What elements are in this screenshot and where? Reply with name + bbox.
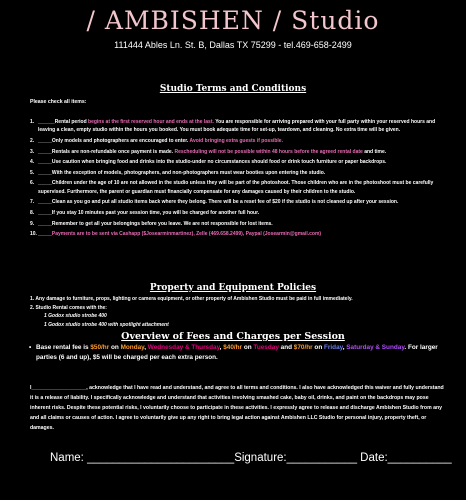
- check-all-instruction: Please check all items:: [30, 99, 87, 105]
- term-checkbox-blank[interactable]: _____: [38, 199, 52, 206]
- fee-text: $50/hr: [90, 344, 110, 351]
- term-item-6: [30, 179, 446, 196]
- term-number: 2.: [30, 138, 35, 144]
- term-item-9: [30, 220, 446, 228]
- term-checkbox-blank[interactable]: _____: [38, 159, 52, 166]
- term-text: Remember to get all your belongings before you leave. We are not responsible for lost items.: [51, 220, 273, 227]
- term-checkbox-blank[interactable]: _____: [38, 231, 52, 238]
- term-checkbox-blank[interactable]: _____: [38, 138, 52, 144]
- term-item-4: [30, 158, 446, 166]
- term-text: You are responsible for arriving prepared with your full party within your reserved hours and leaving a clean, empty studio within the hours you booked. You must book adequate time for set-up, teardown, and cleaning. No extra time will be given.: [38, 119, 436, 134]
- fee-text: $40/hr: [223, 344, 243, 351]
- fee-text: Tuesday: [253, 344, 279, 351]
- fees-title: Overview of Fees and Charges per Session: [121, 331, 345, 342]
- term-text: Clean as you go and put all studio items back where they belong. There will be a reset fee of $20 if the studio is not cleaned up after your session.: [51, 199, 399, 206]
- signature-line: [50, 452, 466, 464]
- fee-text: . For larger parties (6 and up), $5 will be charged per each extra person.: [36, 344, 438, 361]
- term-checkbox-blank[interactable]: _____: [38, 180, 52, 187]
- term-item-7: [30, 198, 446, 206]
- term-text: begins at the first reserved hour and ends at the last.: [88, 119, 214, 125]
- header: [0, 0, 466, 62]
- term-number: 4.: [30, 159, 35, 166]
- fee-text: Base rental fee is: [36, 344, 91, 351]
- signature-label: Signature:: [234, 452, 287, 464]
- term-item-3: [30, 148, 446, 156]
- studio-brand: / AMBISHEN / Studio: [86, 6, 380, 35]
- term-number: 1.: [30, 119, 35, 125]
- term-text: Avoid bringing extra guests if possible.: [189, 138, 283, 144]
- term-number: 6.: [30, 180, 35, 187]
- term-checkbox-blank[interactable]: _____: [38, 148, 52, 155]
- term-text: Rental period: [54, 119, 89, 125]
- property-item-strobe-spotlight: 1 Godox studio strobe 400 with spotlight attachment: [44, 321, 169, 328]
- term-text: Only models and photographers are encouraged to enter.: [51, 138, 190, 144]
- fees-section: [29, 343, 446, 363]
- fee-text: $70/hr: [293, 344, 313, 351]
- fee-text: Friday: [324, 344, 343, 351]
- fee-text: on: [109, 344, 121, 351]
- fee-text: ,: [219, 344, 224, 351]
- fees-text: [36, 344, 438, 361]
- property-section: [30, 295, 446, 329]
- fee-text: ,: [144, 344, 148, 351]
- term-checkbox-blank[interactable]: _____: [38, 220, 52, 227]
- studio-address: 111444 Ables Ln. St. B, Dallas TX 75299 - tel.469-658-2499: [114, 40, 352, 50]
- fee-text: on: [242, 344, 254, 351]
- name-label: Name:: [50, 452, 88, 464]
- term-text: Rescheduling will not be possible within 48 hours before the agreed rental date: [174, 148, 363, 155]
- date-field[interactable]: __________: [387, 452, 452, 464]
- term-checkbox-blank[interactable]: ______: [38, 119, 55, 125]
- term-item-8: [30, 209, 446, 217]
- terms-list: [30, 118, 446, 241]
- term-number: 10.: [30, 231, 37, 238]
- date-label: Date:: [356, 452, 388, 464]
- fee-text: and: [278, 344, 294, 351]
- term-number: 9.: [30, 220, 35, 227]
- term-text: With the exception of models, photographers, and non-photographers must wear booties upon entering the studio.: [51, 169, 326, 176]
- property-title: Property and Equipment Policies: [149, 283, 317, 293]
- acknowledgement-text: , acknowledge that I have read and understand, and agree to all terms and conditions. I also have acknowledged this waiver and fully understand it is a release of liability. I specifically acknowledge and understand that activities involving smashed cake, baby oil, drinks, and paint on the backdrops may pose inherent risks. Despite these potential risks, I voluntarily choose to participate in these activities. I expressly agree to release and discharge Ambishen Studio from any and all claims or causes of action. I agree to voluntarily give up any right to bring legal action against Ambishen LLC Studio for personal injury, property theft, or damages.: [30, 385, 444, 431]
- acknowledgement-name-blank[interactable]: I___________________: [30, 385, 87, 391]
- property-item-strobe: 1 Godox studio strobe 400: [44, 313, 107, 320]
- property-line-2: 2. Studio Rental comes with the:: [30, 304, 107, 311]
- term-checkbox-blank[interactable]: _____: [38, 209, 52, 216]
- name-field[interactable]: _______________________: [87, 452, 235, 464]
- fee-text: Monday: [120, 344, 145, 351]
- term-text: and time.: [362, 148, 387, 155]
- signature-field[interactable]: ___________: [286, 452, 357, 464]
- property-line-1: 1. Any damage to furniture, props, lighting or camera equipment, or other property of Ambishen Studio must be paid in full immediately.: [30, 296, 353, 302]
- terms-title: Studio Terms and Conditions: [159, 84, 307, 94]
- term-text: Children under the age of 10 are not allowed in the studio unless they will be part of the photoshoot. Those children who are in the photoshoot must be carefully supervised. Furthermore, the parent or guardian must financially compensate for any damages caused by their children to the studio.: [38, 180, 434, 195]
- bullet-icon: •: [29, 344, 32, 351]
- term-text: Use caution when bringing food and drinks into the studio-under no circumstances should food or drink touch furniture or paper backdrops.: [51, 159, 387, 166]
- term-text: Rentals are non-refundable once payment is made.: [51, 148, 175, 155]
- term-item-2: [30, 137, 446, 145]
- term-number: 5.: [30, 169, 35, 176]
- term-number: 7.: [30, 199, 35, 206]
- term-text: If you stay 10 minutes past your session time, you will be charged for another full hour.: [51, 209, 260, 216]
- term-item-10: [30, 230, 446, 238]
- term-number: 8.: [30, 209, 35, 216]
- term-number: 3.: [30, 148, 35, 155]
- term-item-5: [30, 169, 446, 177]
- fee-text: on: [312, 344, 324, 351]
- term-checkbox-blank[interactable]: _____: [38, 169, 52, 176]
- acknowledgement-paragraph: [30, 383, 446, 433]
- fee-text: Wednesday & Thursday: [147, 344, 220, 351]
- term-text: Payments are to be sent via Cashapp ($Josearminmartinez), Zelle (469.658.2499), Paypal (Josearmin@gmail.com): [51, 231, 322, 238]
- fee-text: ,: [342, 344, 347, 351]
- term-item-1: [30, 118, 446, 135]
- fee-text: Saturday & Sunday: [346, 344, 405, 351]
